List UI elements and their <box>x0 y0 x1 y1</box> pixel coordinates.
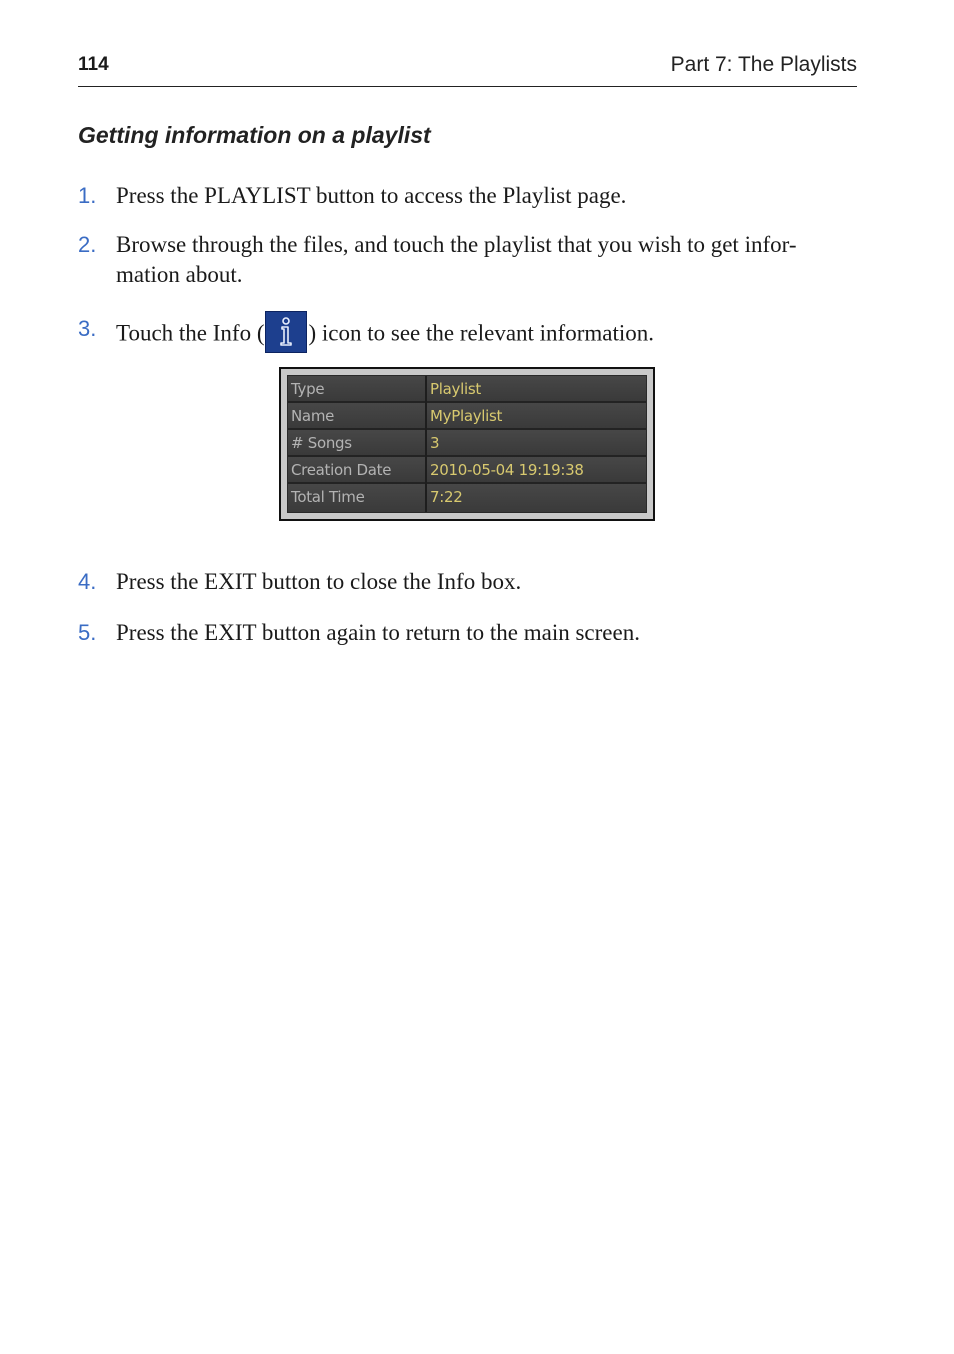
info-value: 2010-05-04 19:19:38 <box>430 461 584 479</box>
step-text-before: Touch the Info ( <box>116 320 265 346</box>
info-row-type <box>288 376 646 403</box>
info-key: Total Time <box>291 488 365 506</box>
column-divider <box>425 376 427 403</box>
column-divider <box>425 430 427 457</box>
step-text <box>116 230 858 290</box>
step-2 <box>78 230 858 290</box>
step-text: Press the PLAYLIST button to access the Playlist page. <box>116 183 627 208</box>
step-1 <box>78 181 858 211</box>
step-3 <box>78 314 858 356</box>
info-key: Type <box>291 380 325 398</box>
page-number: 114 <box>78 54 109 75</box>
page-header <box>78 52 857 87</box>
info-key: Name <box>291 407 335 425</box>
step-4 <box>78 567 858 597</box>
info-value: MyPlaylist <box>430 407 503 425</box>
section-title: Getting information on a playlist <box>78 122 431 148</box>
step-number: 3. <box>78 316 97 341</box>
step-text: Press the EXIT button to close the Info box. <box>116 569 522 594</box>
step-text: Press the EXIT button again to return to the main screen. <box>116 620 640 645</box>
info-row-creation-date <box>288 457 646 484</box>
info-row-songs <box>288 430 646 457</box>
info-table <box>287 375 647 513</box>
info-value: 3 <box>430 434 440 452</box>
column-divider <box>425 457 427 484</box>
info-icon <box>265 311 307 353</box>
step-number: 2. <box>78 232 97 257</box>
info-row-total-time <box>288 484 646 512</box>
running-title: Part 7: The Playlists <box>670 53 857 76</box>
step-5 <box>78 618 858 648</box>
playlist-info-box <box>279 367 655 521</box>
step-number: 4. <box>78 569 97 594</box>
step-number: 5. <box>78 620 97 645</box>
info-key: Creation Date <box>291 461 392 479</box>
step-text-line-2: mation about. <box>116 262 243 287</box>
step-text-after: ) icon to see the relevant information. <box>308 320 655 346</box>
info-key: # Songs <box>291 434 352 452</box>
step-text-line-1: Browse through the files, and touch the playlist that you wish to get infor- <box>116 232 797 257</box>
step-number: 1. <box>78 183 97 208</box>
info-value: Playlist <box>430 380 481 398</box>
step-text <box>116 314 858 356</box>
column-divider <box>425 484 427 512</box>
info-row-name <box>288 403 646 430</box>
column-divider <box>425 403 427 430</box>
info-value: 7:22 <box>430 488 463 506</box>
